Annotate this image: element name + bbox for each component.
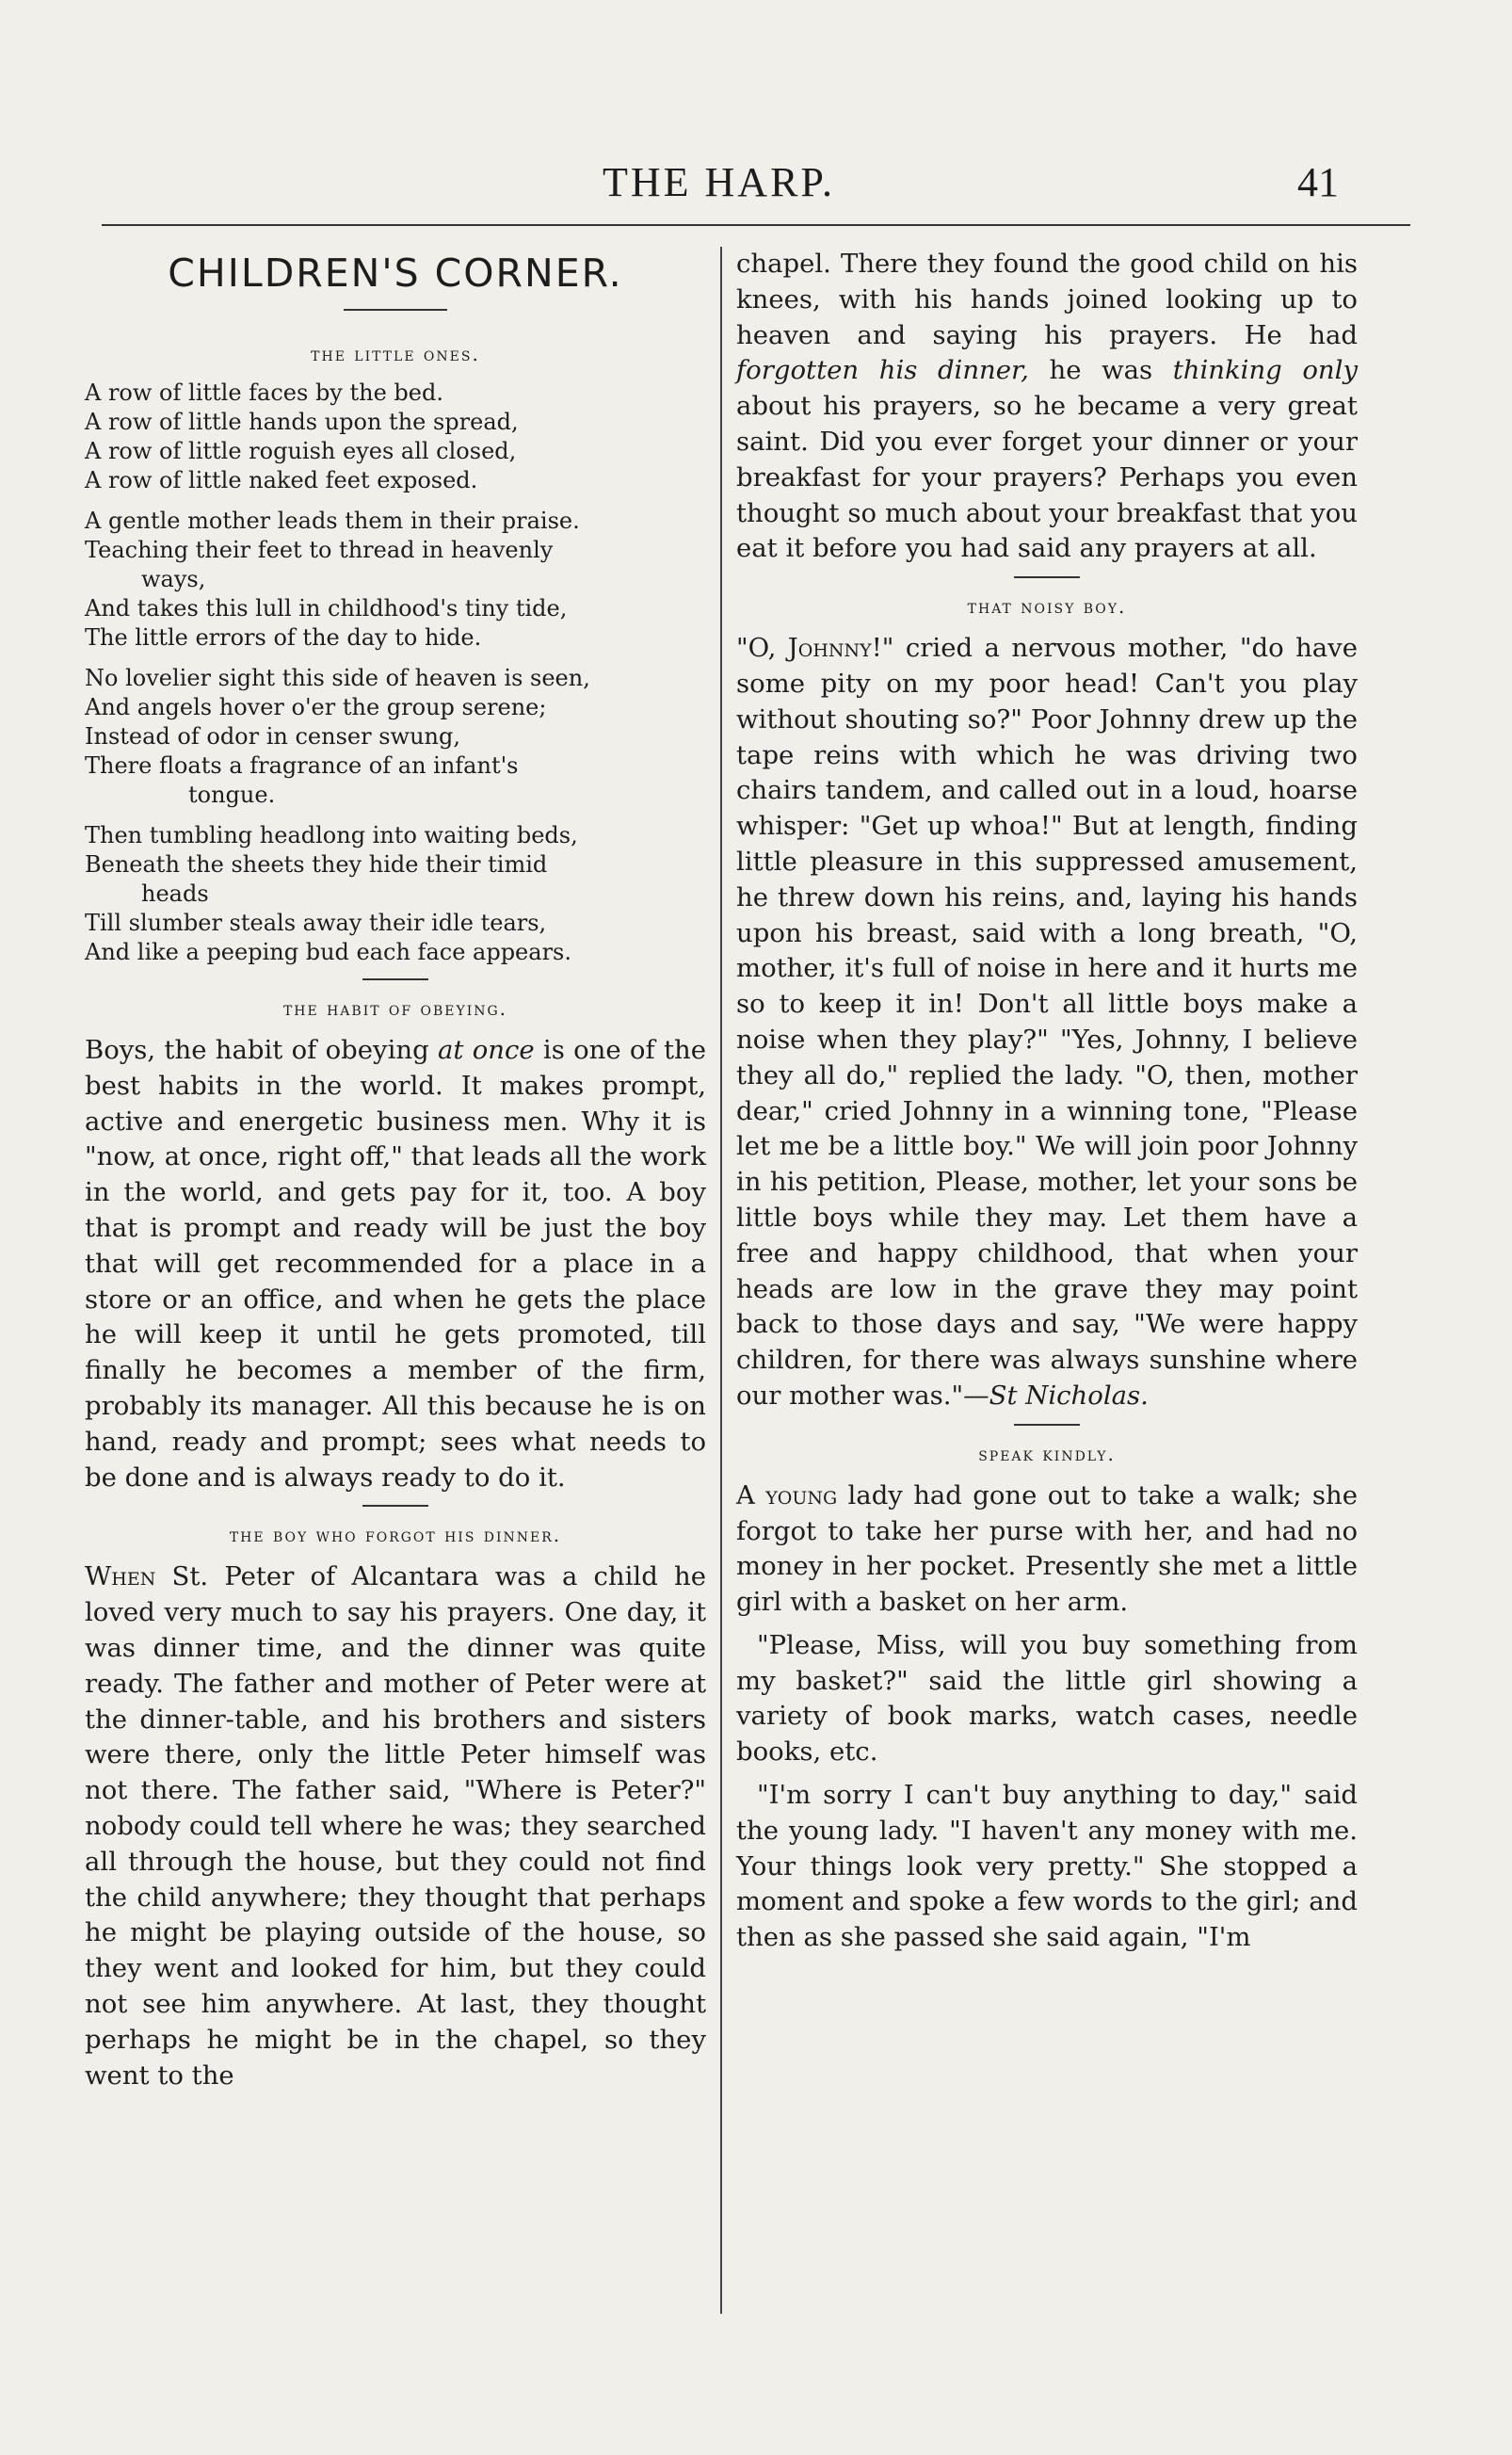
section-rule: [1014, 1424, 1080, 1426]
poem-line: A row of little naked feet exposed.: [85, 467, 478, 493]
left-column: [85, 247, 706, 2101]
habit-body: is one of the best habits in the world. It makes prompt, active and energetic business men. Why it is "now, at once, right off," that leads all the work in the world, and gets pay for it, too. A boy that is prompt and ready will be just the boy that will get recommended for a place in a store or an office, and when he gets the place he will keep it until he gets promoted, till finally he becomes a member of the firm, probably its manager. All this because he is on hand, ready and prompt; sees what needs to be done and is always ready to do it.: [85, 1035, 706, 1493]
kindly-lead: A young: [736, 1479, 838, 1510]
running-head: [0, 158, 1512, 224]
section-rule: [362, 978, 428, 980]
poem-title: the little ones.: [311, 343, 480, 365]
poem-line: A row of little roguish eyes all closed,: [85, 438, 517, 464]
dinner-cont-a: chapel. There they found the good child on his knees, with his hands joined looking up to heaven and saying his prayers. He had: [736, 249, 1358, 350]
section-title: CHILDREN'S CORNER.: [168, 250, 623, 296]
dinner-cont-em2: thinking only: [1172, 355, 1358, 386]
stanza: [85, 507, 706, 653]
stanza: [85, 821, 706, 967]
dinner-lead: When: [85, 1561, 156, 1592]
dinner-title: the boy who forgot his dinner.: [229, 1524, 562, 1547]
habit-lead: Boys, the habit of obeying: [85, 1035, 438, 1065]
noisy-paragraph: [736, 631, 1358, 1414]
dinner-continued: [736, 247, 1358, 567]
journal-title: THE HARP.: [603, 159, 836, 205]
poem-line: And like a peeping bud each face appears.: [85, 939, 571, 965]
title-rule: [344, 309, 447, 311]
noisy-body: !" cried a nervous mother, "do have some pity on my poor head! Can't you play without shouting so?" Poor Johnny drew up the tape reins with which he was driving two chairs tandem, and called out in a loud, hoarse whisper: "Get up whoa!" But at length, finding little pleasure in this suppressed amusement, he threw down his reins, and, laying his hands upon his breast, said with a long breath, "O, mother, it's full of noise in here and it hurts me so to keep it in! Don't all little boys make a noise when they play?" "Yes, Johnny, I believe they all do," replied the lady. "O, then, mother dear," cried Johnny in a winning tone, "Please let me be a little boy." We will join poor Johnny in his petition, Please, mother, let your sons be little boys while they may. Let them have a free and happy childhood, that when your heads are low in the grave they may point back to those days and say, "We were happy children, for there was always sunshine where our mother was.": [736, 633, 1358, 1411]
dinner-cont-em: forgotten his dinner,: [736, 355, 1029, 386]
noisy-a: "O,: [736, 633, 788, 664]
habit-emphasis: at once: [437, 1035, 535, 1065]
noisy-title: that noisy boy.: [967, 595, 1127, 619]
dinner-paragraph: [85, 1559, 706, 2093]
poem-line: And takes this lull in childhood's tiny tide,: [85, 595, 568, 622]
habit-title: the habit of obeying.: [282, 997, 508, 1020]
kindly-paragraph-2: "Please, Miss, will you buy something from my basket?" said the little girl showing a variety of book marks, watch cases, needle books, etc.: [736, 1629, 1358, 1768]
column-divider: [720, 247, 722, 2314]
poem-line: A row of little faces by the bed.: [85, 380, 443, 406]
poem: [85, 379, 706, 967]
poem-line: Teaching their feet to thread in heavenly: [85, 537, 554, 563]
poem-line: Till slumber steals away their idle tears,: [85, 910, 547, 936]
kindly-title: speak kindly.: [978, 1442, 1116, 1465]
noisy-source: —St Nicholas.: [963, 1380, 1149, 1411]
kindly-paragraph-3: "I'm sorry I can't buy anything to day," said the young lady. "I haven't any money with me. Your things look very pretty." She stopped a moment and spoke a few words to the girl; and then as she passed she said again, "I'm: [736, 1780, 1358, 1953]
section-rule: [362, 1505, 428, 1507]
header-rule: [102, 224, 1410, 226]
dinner-cont-c: about his prayers, so he became a very great saint. Did you ever forget your dinner or your breakfast for your prayers? Perhaps you even thought so much about your breakfast that you eat it before you had said any prayers at all.: [736, 391, 1358, 564]
poem-line: And angels hover o'er the group serene;: [85, 694, 547, 720]
kindly-paragraph-1: [736, 1478, 1358, 1621]
right-column: [736, 247, 1358, 1963]
poem-line: The little errors of the day to hide.: [85, 624, 482, 651]
poem-line: tongue.: [188, 782, 276, 808]
kindly-body-1: lady had gone out to take a walk; she forgot to take her purse with her, and had no money in her pocket. Presently she met a little girl with a basket on her arm.: [736, 1479, 1358, 1618]
noisy-name: Johnny: [787, 633, 872, 664]
section-rule: [1014, 576, 1080, 578]
stanza: [85, 664, 706, 810]
poem-line: A gentle mother leads them in their praise.: [85, 508, 580, 534]
stanza: [85, 379, 706, 495]
poem-line: Beneath the sheets they hide their timid: [85, 851, 548, 878]
dinner-cont-b: he was: [1028, 355, 1173, 386]
poem-line: Then tumbling headlong into waiting beds,: [85, 822, 578, 848]
habit-paragraph: [85, 1033, 706, 1495]
poem-line: ways,: [141, 566, 206, 592]
poem-line: Instead of odor in censer swung,: [85, 723, 460, 750]
page-number: 41: [1297, 159, 1339, 205]
poem-line: No lovelier sight this side of heaven is seen,: [85, 665, 590, 691]
dinner-body: St. Peter of Alcantara was a child he loved very much to say his prayers. One day, it was dinner time, and the dinner was quite ready. The father and mother of Peter were at the dinner-table, and his brothers and sisters were there, only the little Peter himself was not there. The father said, "Where is Peter?" nobody could tell where he was; they searched all through the house, but they could not find the child anywhere; they thought that perhaps he might be playing outside of the house, so they went and looked for him, but they could not see him anywhere. At last, they thought perhaps he might be in the chapel, so they went to the: [85, 1561, 706, 2091]
poem-line: A row of little hands upon the spread,: [85, 409, 519, 435]
poem-line: There floats a fragrance of an infant's: [85, 752, 519, 779]
poem-line: heads: [141, 880, 209, 907]
